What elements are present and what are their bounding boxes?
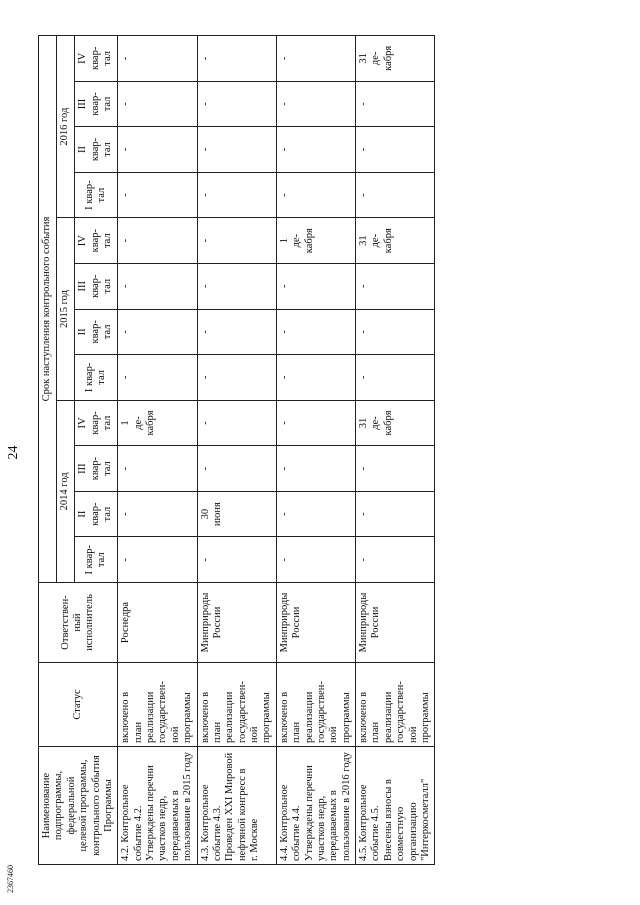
quarter-cell: - <box>276 127 355 173</box>
page-number: 24 <box>6 445 21 460</box>
table-row <box>118 36 197 865</box>
quarter-cell: - <box>118 537 197 583</box>
header-year-2014: 2014 год <box>56 400 74 582</box>
quarter-cell: - <box>197 537 276 583</box>
header-quarter: IV квар- тал <box>74 218 117 264</box>
table-row <box>197 36 276 865</box>
quarter-cell: - <box>197 81 276 127</box>
quarter-cell: - <box>118 446 197 492</box>
header-year-2015: 2015 год <box>56 218 74 400</box>
event-status: включено в план реализации государствен- ной программы <box>276 663 355 747</box>
header-status: Статус <box>39 663 118 747</box>
quarter-cell: - <box>276 172 355 218</box>
quarter-cell: - <box>118 263 197 309</box>
quarter-cell: - <box>197 127 276 173</box>
header-deadline: Срок наступления контрольного события <box>39 36 57 583</box>
header-quarter: III квар- тал <box>74 263 117 309</box>
quarter-cell: - <box>118 218 197 264</box>
event-name: 4.5. Контрольное событие 4.5. Внесены взносы в совместную организацию "Интеркосметалл" <box>356 747 435 865</box>
quarter-cell: 31 де- кабря <box>356 400 435 446</box>
quarter-cell: - <box>356 309 435 355</box>
header-quarter: III квар- тал <box>74 446 117 492</box>
header-name: Наименование подпрограммы, федеральной целевой программы, контрольного события Программы <box>39 747 118 865</box>
quarter-cell: - <box>276 355 355 401</box>
quarter-cell: - <box>276 263 355 309</box>
control-events-table <box>38 35 435 865</box>
quarter-cell: - <box>356 537 435 583</box>
quarter-cell: - <box>356 127 435 173</box>
header-responsible: Ответствен- ный исполнитель <box>39 583 118 663</box>
quarter-cell: - <box>118 36 197 82</box>
event-name: 4.3. Контрольное событие 4.3. Проведен XXI Мировой нефтяной конгресс в г. Москве <box>197 747 276 865</box>
quarter-cell: - <box>276 36 355 82</box>
header-quarter: II квар- тал <box>74 309 117 355</box>
header-quarter: I квар- тал <box>74 355 117 401</box>
header-quarter: III квар- тал <box>74 81 117 127</box>
event-name: 4.4. Контрольное событие 4.4. Утверждены перечни участков недр, передаваемых в пользование в 2016 году <box>276 747 355 865</box>
quarter-cell: - <box>118 355 197 401</box>
document-code: 2367460 <box>6 865 15 893</box>
quarter-cell: - <box>197 355 276 401</box>
event-responsible: Минприроды России <box>356 583 435 663</box>
quarter-cell: - <box>276 446 355 492</box>
quarter-cell: - <box>276 537 355 583</box>
quarter-cell: - <box>356 263 435 309</box>
header-quarter: II квар- тал <box>74 127 117 173</box>
quarter-cell: 31 де- кабря <box>356 36 435 82</box>
event-status: включено в план реализации государствен- ной программы <box>197 663 276 747</box>
quarter-cell: - <box>197 172 276 218</box>
quarter-cell: - <box>356 446 435 492</box>
quarter-cell: - <box>118 172 197 218</box>
header-quarter: II квар- тал <box>74 491 117 537</box>
event-status: включено в план реализации государствен- ной программы <box>118 663 197 747</box>
header-quarter: I квар- тал <box>74 172 117 218</box>
event-name: 4.2. Контрольное событие 4.2. Утверждены перечни участков недр, передаваемых в пользование в 2015 году <box>118 747 197 865</box>
header-quarter: IV квар- тал <box>74 36 117 82</box>
quarter-cell: - <box>356 355 435 401</box>
quarter-cell: - <box>197 309 276 355</box>
quarter-cell: - <box>276 309 355 355</box>
quarter-cell: - <box>356 172 435 218</box>
header-quarter: I квар- тал <box>74 537 117 583</box>
quarter-cell: - <box>118 81 197 127</box>
quarter-cell: - <box>356 491 435 537</box>
quarter-cell: - <box>197 400 276 446</box>
quarter-cell: - <box>118 127 197 173</box>
event-responsible: Минприроды России <box>276 583 355 663</box>
header-quarter: IV квар- тал <box>74 400 117 446</box>
quarter-cell: - <box>118 491 197 537</box>
quarter-cell: - <box>276 491 355 537</box>
quarter-cell: - <box>118 309 197 355</box>
event-responsible: Минприроды России <box>197 583 276 663</box>
quarter-cell: - <box>197 218 276 264</box>
quarter-cell: 31 де- кабря <box>356 218 435 264</box>
table-row <box>356 36 435 865</box>
event-status: включено в план реализации государствен- ной программы <box>356 663 435 747</box>
quarter-cell: - <box>197 263 276 309</box>
quarter-cell: 30 июня <box>197 491 276 537</box>
quarter-cell: - <box>276 400 355 446</box>
quarter-cell: 1 де- кабря <box>276 218 355 264</box>
quarter-cell: - <box>197 446 276 492</box>
table-row <box>276 36 355 865</box>
quarter-cell: 1 де- кабря <box>118 400 197 446</box>
quarter-cell: - <box>276 81 355 127</box>
header-year-2016: 2016 год <box>56 36 74 218</box>
event-responsible: Роснедра <box>118 583 197 663</box>
quarter-cell: - <box>356 81 435 127</box>
quarter-cell: - <box>197 36 276 82</box>
